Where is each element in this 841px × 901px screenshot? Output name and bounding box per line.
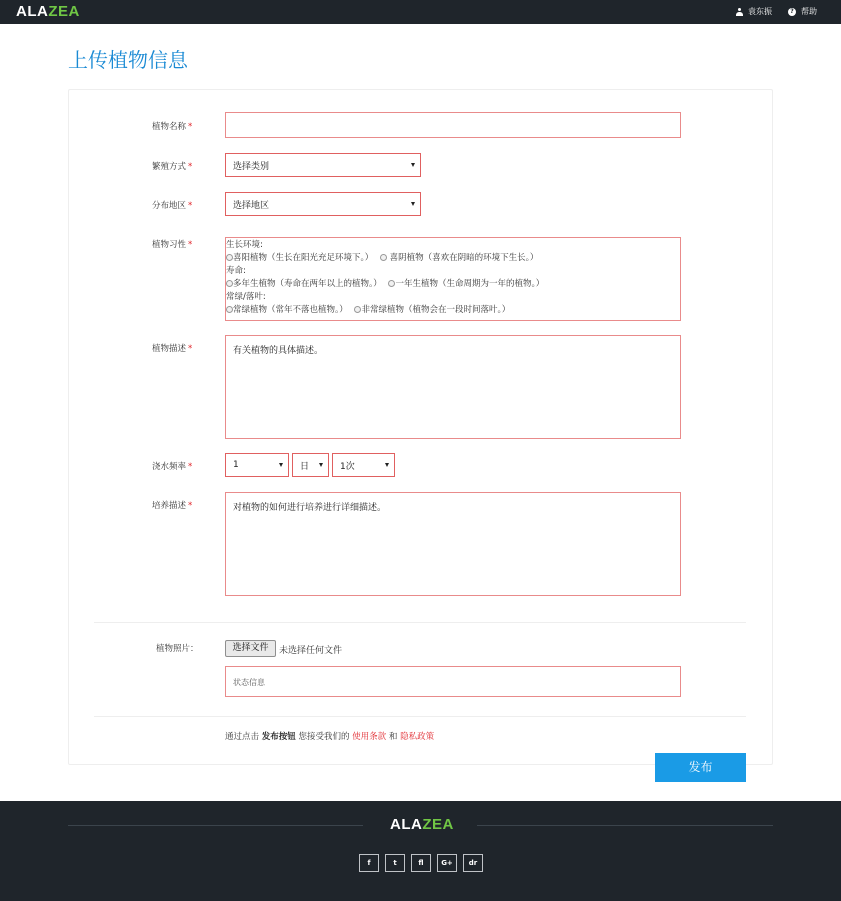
propagation-label-text: 繁殖方式 [152, 162, 187, 172]
required-mark: * [188, 344, 193, 354]
description-textarea[interactable]: 有关植物的具体描述。 [225, 335, 681, 439]
habit-label-text: 植物习性 [152, 240, 187, 250]
required-mark: * [188, 240, 193, 250]
help-link[interactable] [788, 6, 817, 17]
water-count-value: 1 [233, 460, 239, 470]
required-mark: * [188, 462, 193, 472]
status-info-box: 状态信息 [225, 666, 681, 697]
caret-down-icon [385, 463, 389, 467]
env-options [226, 252, 680, 265]
footer-line-right [477, 825, 773, 826]
required-mark: * [188, 162, 193, 172]
propagation-select[interactable] [225, 153, 421, 177]
logo-text-part1: ALA [16, 3, 49, 20]
life-opt1: 多年生植物（寿命在两年以上的植物。） [233, 279, 382, 289]
leaf-opt2: 非常绿植物（植物会在一段时间落叶。） [361, 305, 511, 315]
leaf-title: 常绿/落叶: [226, 292, 266, 302]
footer-line-left [68, 825, 363, 826]
twitter-icon[interactable]: t [385, 854, 405, 872]
help-label: 帮助 [801, 7, 817, 16]
region-select-value: 选择地区 [233, 200, 270, 211]
caret-down-icon [279, 463, 283, 467]
region-label-text: 分布地区 [152, 201, 187, 211]
radio-evergreen[interactable] [226, 306, 233, 313]
water-count-select[interactable] [225, 453, 289, 477]
privacy-policy-link[interactable]: 隐私政策 [400, 732, 435, 742]
required-mark: * [188, 501, 193, 511]
required-mark: * [188, 122, 193, 132]
radio-perennial[interactable] [226, 280, 233, 287]
user-name: 袁东振 [748, 7, 772, 16]
water-unit-value: 日 [300, 461, 310, 472]
terms-mid: 您接受我们的 [298, 732, 350, 742]
required-mark: * [188, 201, 193, 211]
google-plus-icon[interactable]: G+ [437, 854, 457, 872]
caret-down-icon [411, 202, 415, 206]
desc-label [152, 342, 192, 354]
name-label-text: 植物名称 [152, 122, 187, 132]
publish-button[interactable]: 发布 [655, 753, 746, 782]
desc-label-text: 植物描述 [152, 344, 187, 354]
user-icon [736, 8, 743, 16]
flickr-icon[interactable]: fl [411, 854, 431, 872]
social-links [359, 854, 483, 872]
footer [0, 801, 841, 901]
radio-sun[interactable] [226, 254, 233, 261]
terms-button-text: 发布按钮 [261, 732, 296, 742]
region-select[interactable] [225, 192, 421, 216]
life-opt2: 一年生植物（生命周期为一年的植物。） [395, 279, 545, 289]
env-title: 生长环境: [226, 240, 263, 250]
photo-label: 植物照片： [156, 644, 199, 654]
choose-file-button[interactable]: 选择文件 [225, 640, 276, 657]
terms-of-use-link[interactable]: 使用条款 [352, 732, 387, 742]
habit-label [152, 238, 192, 250]
terms-text [225, 730, 434, 742]
dribbble-icon[interactable]: dr [463, 854, 483, 872]
region-label [152, 199, 192, 211]
footer-logo-part1: ALA [390, 816, 423, 833]
user-link[interactable] [736, 6, 772, 17]
radio-shade[interactable] [380, 254, 387, 261]
env-opt1: 喜阳植物（生长在阳光充足环境下。） [233, 253, 374, 263]
terms-prefix: 通过点击 [225, 732, 260, 742]
top-bar [0, 0, 841, 24]
env-opt2: 喜阴植物（喜欢在阴暗的环境下生长。） [389, 253, 539, 263]
page-title: 上传植物信息 [68, 48, 188, 72]
name-label [152, 120, 192, 132]
caret-down-icon [319, 463, 323, 467]
habits-box [225, 237, 681, 321]
terms-and: 和 [388, 732, 398, 742]
divider [94, 716, 746, 717]
water-times-value: 1次 [340, 461, 355, 472]
water-label-text: 浇水频率 [152, 462, 187, 472]
water-times-select[interactable] [332, 453, 395, 477]
divider [94, 622, 746, 623]
top-right-nav [736, 6, 817, 17]
water-unit-select[interactable] [292, 453, 329, 477]
water-label [152, 460, 192, 472]
care-label [152, 499, 192, 511]
leaf-opt1: 常绿植物（常年不落也植物。） [233, 305, 348, 315]
propagation-label [152, 160, 192, 172]
footer-logo-part2: ZEA [422, 816, 454, 833]
care-textarea[interactable]: 对植物的如何进行培养进行详细描述。 [225, 492, 681, 596]
leaf-options [226, 304, 680, 317]
caret-down-icon [411, 163, 415, 167]
logo-text-part2: ZEA [48, 3, 80, 20]
life-options [226, 278, 680, 291]
propagation-select-value: 选择类别 [233, 161, 270, 172]
life-title: 寿命: [226, 266, 246, 276]
plant-name-input[interactable] [225, 112, 681, 138]
help-icon: ? [788, 8, 796, 16]
footer-logo[interactable] [390, 816, 454, 833]
file-status: 未选择任何文件 [279, 646, 343, 656]
facebook-icon[interactable]: f [359, 854, 379, 872]
care-label-text: 培养描述 [152, 501, 187, 511]
logo[interactable] [16, 3, 80, 20]
